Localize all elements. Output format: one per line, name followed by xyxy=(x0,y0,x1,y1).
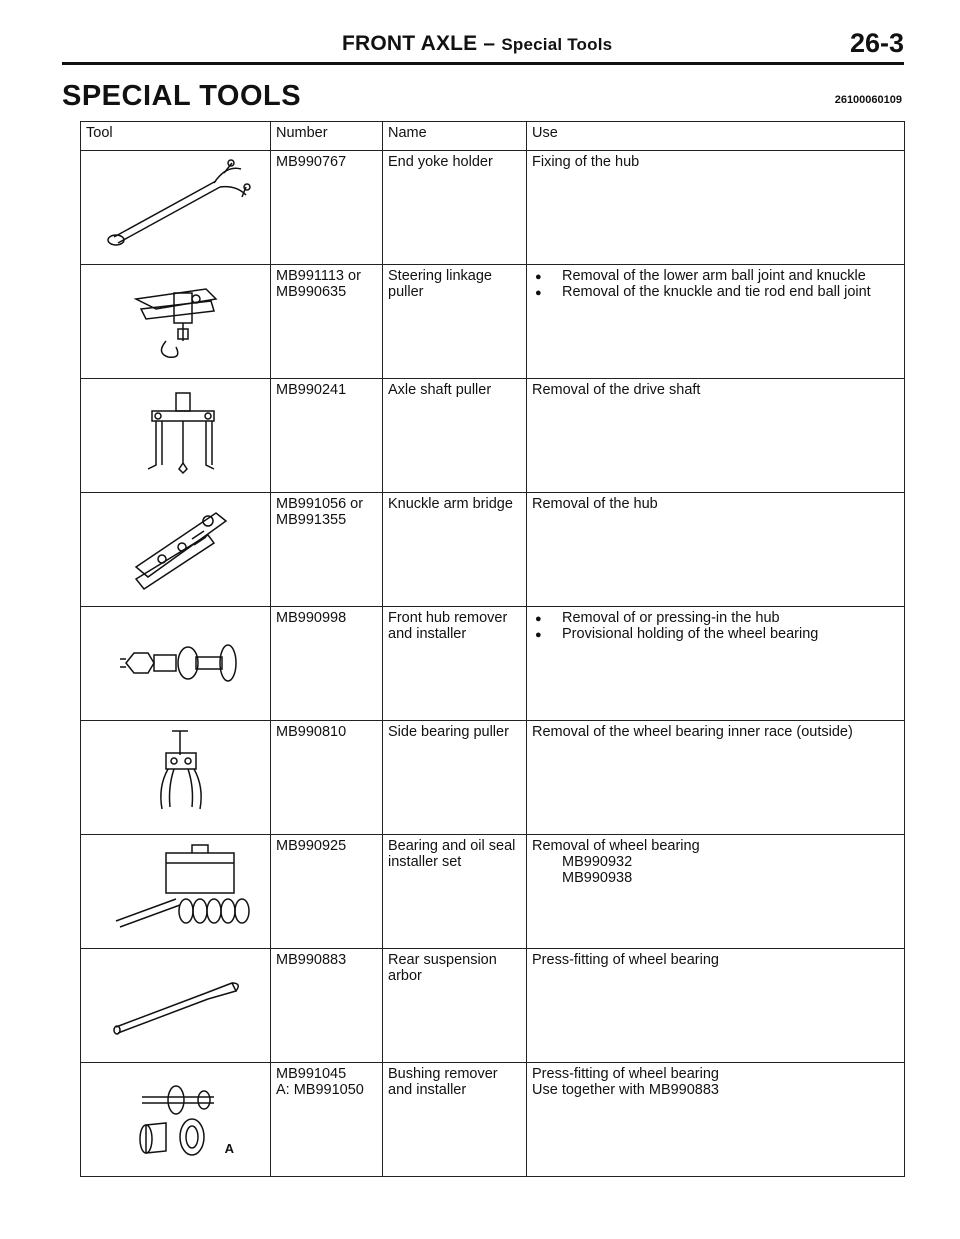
table-row xyxy=(81,151,905,265)
tool-cell xyxy=(81,379,271,493)
tool-use-line: Removal of the wheel bearing inner race (outside) xyxy=(532,724,853,740)
tool-name xyxy=(383,607,527,721)
tool-use-line: Removal of the drive shaft xyxy=(532,382,701,398)
tool-name xyxy=(383,379,527,493)
tool-name-line: Front hub remover xyxy=(388,610,508,626)
tool-number-line: MB991056 or xyxy=(276,496,364,512)
column-header-use: Use xyxy=(527,122,905,151)
axle-shaft-puller-icon xyxy=(96,383,256,479)
use-bullet-item: ● Provisional holding of the wheel bearing xyxy=(532,626,899,642)
page-number: 26-3 xyxy=(849,28,904,58)
tool-use-line: Fixing of the hub xyxy=(532,154,640,170)
tool-name xyxy=(383,151,527,265)
tool-cell xyxy=(81,265,271,379)
side-bearing-puller-icon xyxy=(96,725,256,821)
tool-name-line: Bushing remover xyxy=(388,1066,498,1082)
tool-name xyxy=(383,493,527,607)
tool-cell xyxy=(81,493,271,607)
tool-number xyxy=(271,1063,383,1177)
tool-number-line: MB990635 xyxy=(276,284,347,300)
use-bullet-list xyxy=(532,610,899,642)
tool-name xyxy=(383,835,527,949)
end-yoke-holder-icon xyxy=(96,155,256,251)
column-header-tool: Tool xyxy=(81,122,271,151)
tool-name-line: and installer xyxy=(388,626,467,642)
tool-use xyxy=(527,835,905,949)
table-row xyxy=(81,607,905,721)
tool-use xyxy=(527,493,905,607)
header-rule xyxy=(62,62,904,65)
document-code: 26100060109 xyxy=(834,94,902,106)
tool-use-subitem: MB990938 xyxy=(562,870,633,886)
tool-number-line: MB990998 xyxy=(276,610,347,626)
tool-number-line: MB991113 or xyxy=(276,268,361,284)
tool-cell xyxy=(81,835,271,949)
header-title-sub: Special Tools xyxy=(501,35,613,54)
tool-number xyxy=(271,151,383,265)
tool-use-line: Use together with MB990883 xyxy=(532,1082,719,1098)
knuckle-arm-bridge-icon xyxy=(96,497,256,593)
tool-name-line: Knuckle arm bridge xyxy=(388,496,513,512)
table-row xyxy=(81,265,905,379)
tool-use xyxy=(527,265,905,379)
tool-cell xyxy=(81,721,271,835)
tool-cell xyxy=(81,1063,271,1177)
tool-number xyxy=(271,265,383,379)
table-row xyxy=(81,379,905,493)
tool-use xyxy=(527,379,905,493)
tool-use-line: Removal of wheel bearing xyxy=(532,838,700,854)
header-title-main: FRONT AXLE – xyxy=(342,32,496,55)
tool-name-line: Bearing and oil seal xyxy=(388,838,516,854)
column-header-name: Name xyxy=(383,122,527,151)
tool-number xyxy=(271,949,383,1063)
tool-use-line: Press-fitting of wheel bearing xyxy=(532,1066,719,1082)
steering-linkage-puller-icon xyxy=(96,269,256,365)
tool-name-line: installer set xyxy=(388,854,462,870)
use-bullet-item: ● Removal of or pressing-in the hub xyxy=(532,610,899,626)
tool-label-a: A xyxy=(224,1141,234,1156)
table-row xyxy=(81,949,905,1063)
table-row xyxy=(81,1063,905,1177)
tool-cell xyxy=(81,949,271,1063)
tool-use xyxy=(527,949,905,1063)
table-header-row xyxy=(81,122,905,151)
tool-use xyxy=(527,721,905,835)
installer-set-icon xyxy=(96,839,256,935)
tool-number-line: MB991045 xyxy=(276,1066,347,1082)
tool-name-line: arbor xyxy=(388,968,422,984)
tool-number xyxy=(271,721,383,835)
tool-name-line: puller xyxy=(388,284,424,300)
use-bullet-list xyxy=(532,268,899,300)
page-header xyxy=(62,22,904,62)
tool-name-line: and installer xyxy=(388,1082,467,1098)
tool-name xyxy=(383,1063,527,1177)
tool-number-line: MB990810 xyxy=(276,724,347,740)
tool-name-line: End yoke holder xyxy=(388,154,493,170)
special-tools-table xyxy=(80,121,905,1177)
tool-number xyxy=(271,379,383,493)
tool-use-line: Press-fitting of wheel bearing xyxy=(532,952,719,968)
tool-use xyxy=(527,151,905,265)
tool-use-line: Removal of the hub xyxy=(532,496,658,512)
tool-use-subitem: MB990932 xyxy=(562,854,633,870)
table-row xyxy=(81,721,905,835)
use-bullet-item: ● Removal of the knuckle and tie rod end ball joint xyxy=(532,284,899,300)
tool-use xyxy=(527,1063,905,1177)
tool-name-line: Side bearing puller xyxy=(388,724,509,740)
section-title: SPECIAL TOOLS xyxy=(62,80,302,112)
header-title xyxy=(342,32,612,56)
tool-number xyxy=(271,607,383,721)
tool-cell xyxy=(81,607,271,721)
tool-name xyxy=(383,721,527,835)
tool-number-line: MB990241 xyxy=(276,382,347,398)
tool-number xyxy=(271,493,383,607)
tool-name-line: Axle shaft puller xyxy=(388,382,492,398)
tool-name-line: Rear suspension xyxy=(388,952,497,968)
tool-number-line: MB991355 xyxy=(276,512,347,528)
front-hub-remover-icon xyxy=(96,611,256,707)
table-row xyxy=(81,835,905,949)
tool-number xyxy=(271,835,383,949)
tool-use xyxy=(527,607,905,721)
tool-number-line: A: MB991050 xyxy=(276,1082,364,1098)
tool-name-line: Steering linkage xyxy=(388,268,492,284)
use-bullet-item: ● Removal of the lower arm ball joint and knuckle xyxy=(532,268,899,284)
tool-number-line: MB990925 xyxy=(276,838,347,854)
tool-cell xyxy=(81,151,271,265)
suspension-arbor-icon xyxy=(96,953,256,1049)
tool-number-line: MB990883 xyxy=(276,952,347,968)
table-row xyxy=(81,493,905,607)
tool-name xyxy=(383,949,527,1063)
tool-number-line: MB990767 xyxy=(276,154,347,170)
column-header-number: Number xyxy=(271,122,383,151)
tool-name xyxy=(383,265,527,379)
